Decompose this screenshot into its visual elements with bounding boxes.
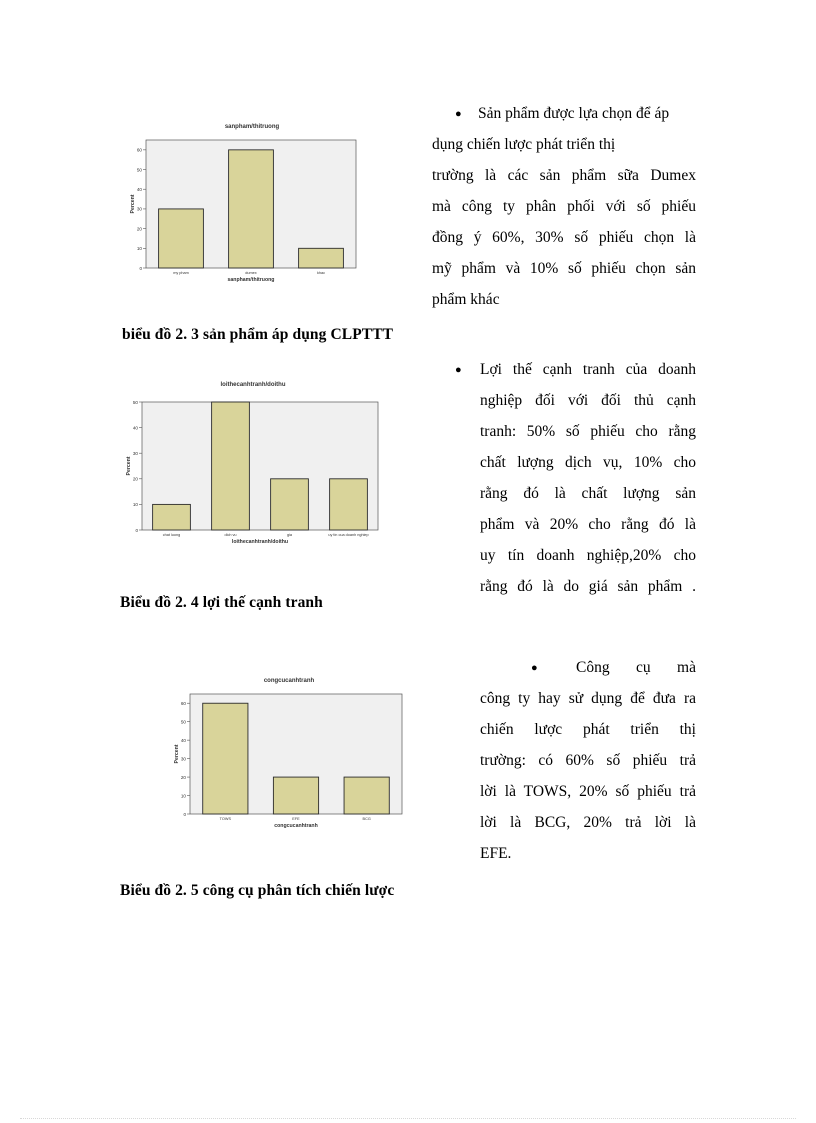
y-tick-label: 40	[180, 737, 186, 743]
bar	[271, 479, 309, 530]
bar	[153, 504, 191, 530]
bullet-icon: ●	[455, 364, 462, 376]
bullet-icon: ●	[455, 108, 462, 120]
y-tick-label: 50	[136, 167, 142, 173]
y-axis-label: Percent	[126, 456, 132, 476]
y-tick-label: 30	[136, 206, 142, 212]
y-tick-label: 60	[136, 147, 142, 153]
y-tick-label: 10	[136, 246, 142, 252]
text-line: công ty hay sử dụng để đưa ra	[480, 690, 696, 707]
text-line: Công cụ mà	[576, 659, 696, 676]
y-tick-label: 60	[180, 701, 186, 707]
text-line: Lợi thế cạnh tranh của doanh	[480, 361, 696, 378]
chart-svg	[170, 672, 408, 856]
y-axis-label: Percent	[130, 194, 136, 214]
text-line: phẩm và 20% cho rằng đó là	[480, 516, 696, 533]
chart-title: sanpham/thitruong	[224, 124, 280, 130]
x-axis-label: sanpham/thitruong	[227, 277, 275, 283]
y-tick-label: 10	[180, 793, 186, 799]
y-tick-label: 30	[132, 451, 138, 456]
x-tick-label: dich vu	[224, 533, 237, 537]
x-tick-label: chat luong	[162, 533, 181, 537]
y-tick-label: 40	[132, 425, 138, 431]
chart-svg	[122, 376, 384, 582]
text-line: đồng ý 60%, 30% số phiếu chọn là	[432, 229, 696, 246]
chart-svg	[128, 118, 376, 314]
bar	[229, 150, 274, 268]
text-line: phẩm khác	[432, 291, 500, 308]
text-line: trường là các sản phẩm sữa Dumex	[432, 167, 696, 184]
text-line: mỹ phẩm và 10% số phiếu chọn sản	[432, 260, 696, 277]
y-tick-label: 10	[132, 502, 138, 508]
figure-caption-1: biểu đồ 2. 3 sản phẩm áp dụng CLPTTT	[122, 326, 394, 343]
text-line: chất lượng dịch vụ, 10% cho	[480, 454, 696, 471]
y-tick-label: 20	[136, 226, 142, 232]
paragraph-san-pham	[432, 98, 696, 315]
text-line: Sản phẩm được lựa chọn để áp	[478, 105, 670, 122]
text-line: trường: có 60% số phiếu trả	[480, 752, 696, 769]
x-axis-label: loithecanhtranh/doithu	[231, 539, 289, 545]
x-tick-label: TOWS	[219, 817, 231, 821]
x-tick-label: gia	[286, 533, 293, 537]
chart-title: loithecanhtranh/doithu	[220, 382, 286, 388]
bullet-icon: ●	[531, 662, 538, 674]
x-axis-label: congcucanhtranh	[274, 823, 318, 829]
y-tick-label: 0	[135, 527, 138, 533]
figure-caption-3: Biểu đồ 2. 5 công cụ phân tích chiến lược	[120, 882, 395, 899]
bar	[330, 479, 368, 530]
bar	[299, 248, 344, 268]
y-tick-label: 20	[180, 774, 186, 780]
x-tick-label: EFE	[292, 817, 300, 821]
x-tick-label: dumex	[245, 271, 257, 275]
paragraph-cong-cu	[480, 652, 696, 869]
chart-loithe-canhtranh	[122, 376, 384, 582]
x-tick-label: khac	[316, 271, 326, 275]
bar	[212, 402, 250, 530]
chart-congcu-canhtranh	[170, 672, 408, 856]
y-axis-label: Percent	[174, 744, 180, 764]
text-line: lời là BCG, 20% trả lời là	[480, 814, 696, 831]
chart-title: congcucanhtranh	[263, 678, 315, 684]
chart-sanpham-thitruong	[128, 118, 376, 314]
text-line: chiến lược phát triển thị	[480, 721, 696, 738]
bar	[159, 209, 204, 268]
y-tick-label: 30	[180, 756, 186, 762]
text-line: lời là TOWS, 20% số phiếu trả	[480, 783, 696, 800]
figure-caption-2: Biểu đồ 2. 4 lợi thế cạnh tranh	[120, 594, 323, 611]
x-tick-label: uy tin cua doanh nghiep	[328, 533, 369, 537]
x-tick-label: BCG	[362, 817, 371, 821]
text-line: nghiệp đối với đối thủ cạnh	[480, 392, 696, 409]
page-bottom-rule	[20, 1118, 796, 1119]
text-line: tranh: 50% số phiếu cho rằng	[480, 423, 696, 440]
text-line: rằng đó là chất lượng sản	[480, 485, 696, 502]
text-line: rằng đó là do giá sản phẩm .	[480, 578, 696, 595]
bar	[203, 703, 248, 814]
y-tick-label: 0	[183, 811, 186, 817]
bar	[344, 777, 389, 814]
y-tick-label: 50	[132, 399, 138, 405]
x-tick-label: my pham	[173, 271, 189, 275]
y-tick-label: 50	[180, 719, 186, 725]
text-line: uy tín doanh nghiệp,20% cho	[480, 547, 696, 564]
y-tick-label: 20	[132, 476, 138, 482]
y-tick-label: 40	[136, 187, 142, 193]
text-line: EFE.	[480, 845, 512, 862]
bar	[273, 777, 318, 814]
paragraph-loi-the	[480, 354, 696, 602]
text-line: dụng chiến lược phát triển thị	[432, 136, 616, 153]
text-line: mà công ty phân phối với số phiếu	[432, 198, 696, 215]
y-tick-label: 0	[139, 265, 142, 271]
